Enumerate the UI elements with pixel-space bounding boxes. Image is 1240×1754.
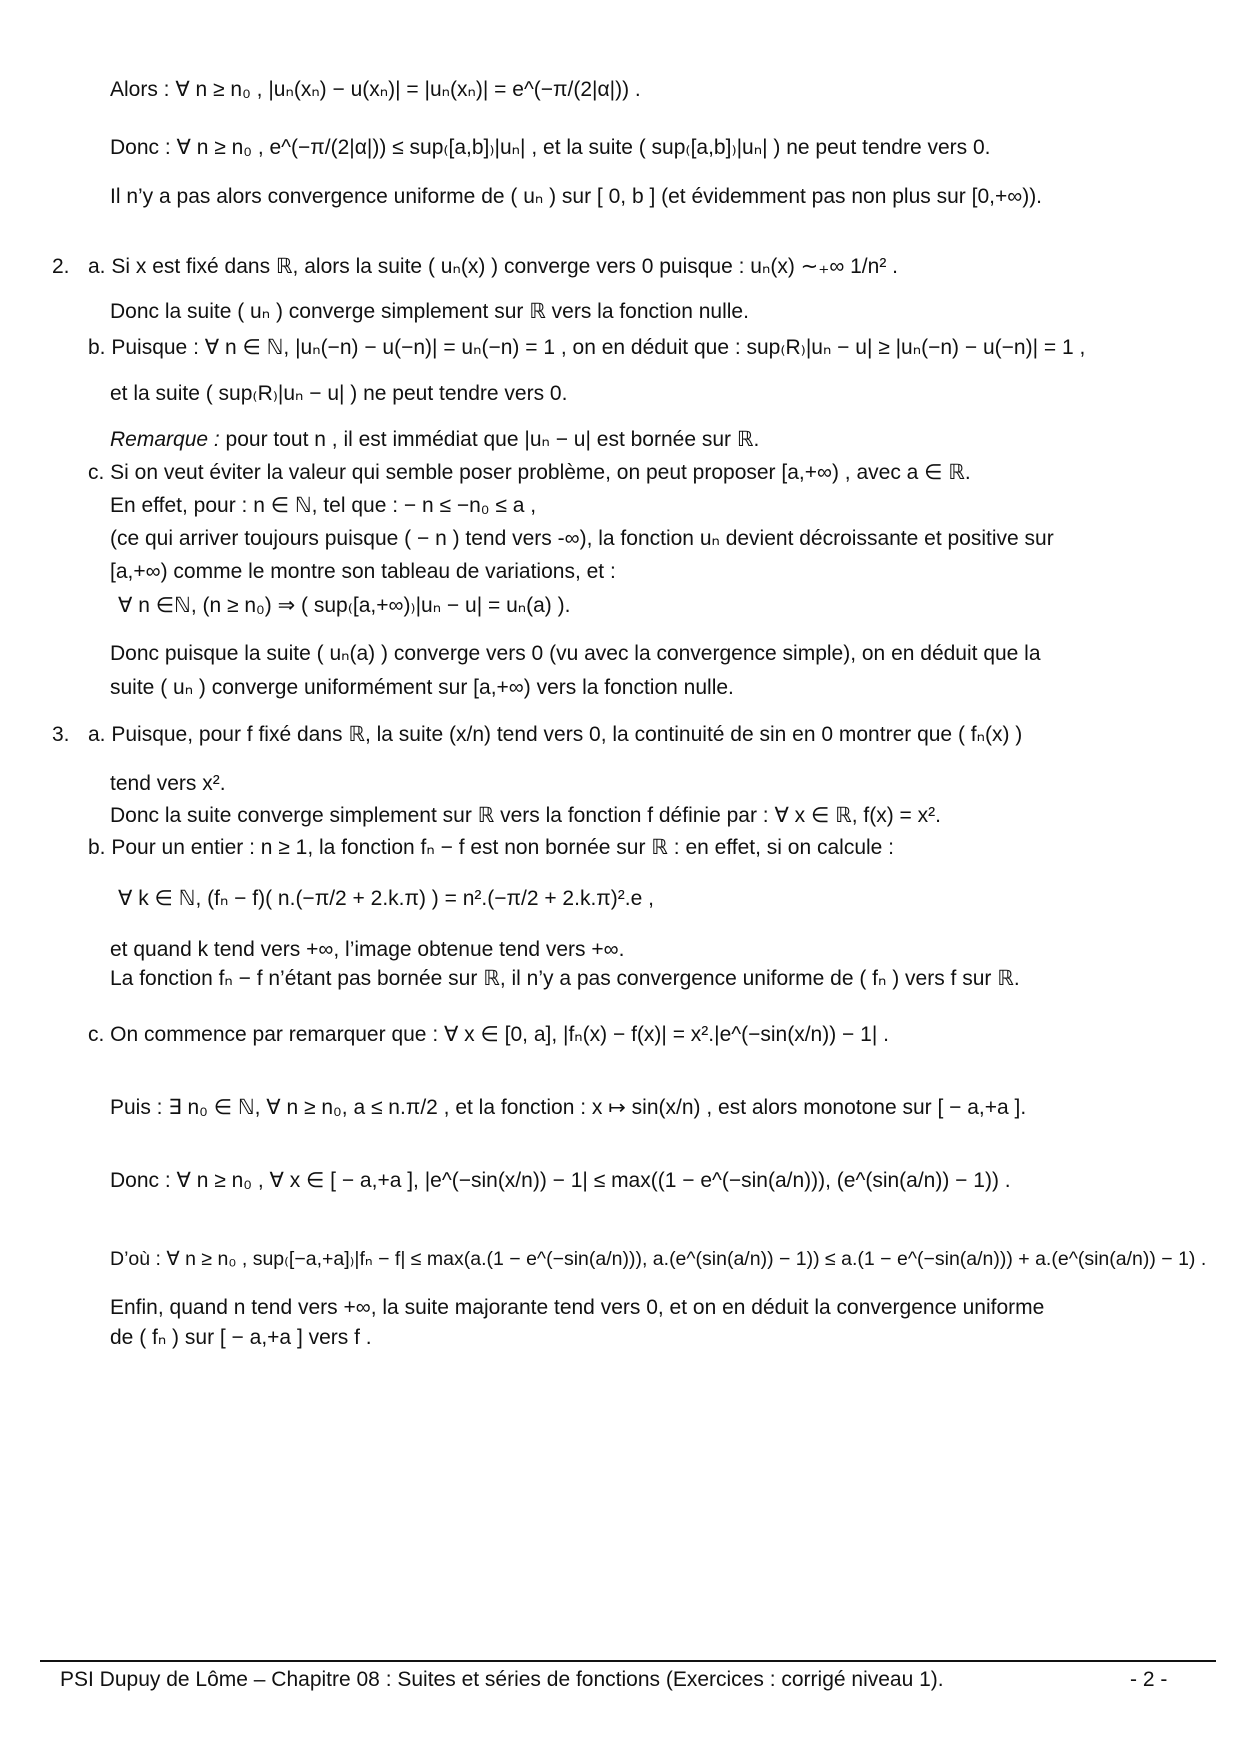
- remark-label: Remarque :: [110, 428, 220, 451]
- text-line: D’où : ∀ n ≥ n₀ , sup₍[−a,+a]₎|fₙ − f| ≤ max(a.(1 − e^(−sin(a/n))), a.(e^(sin(a/n)) − 1)) ≤ a.(1 − e^(−sin(a/n))) + a.(e^(sin(a/n)) − 1) .: [110, 1248, 1207, 1270]
- text-line: de ( fₙ ) sur [ − a,+a ] vers f .: [110, 1326, 372, 1349]
- text-line: Donc puisque la suite ( uₙ(a) ) converge vers 0 (vu avec la convergence simple), on en déduit que la: [110, 642, 1041, 665]
- text-line: Donc la suite converge simplement sur ℝ vers la fonction f définie par : ∀ x ∈ ℝ, f(x) = x².: [110, 804, 941, 827]
- remark-text: pour tout n , il est immédiat que |uₙ − u| est bornée sur ℝ.: [219, 428, 760, 451]
- text-line: [110, 426, 759, 454]
- text-line: Il n’y a pas alors convergence uniforme de ( uₙ ) sur [ 0, b ] (et évidemment pas non plus sur [0,+∞)).: [110, 185, 1043, 208]
- text-line: Enfin, quand n tend vers +∞, la suite majorante tend vers 0, et on en déduit la convergence uniforme: [110, 1296, 1045, 1319]
- text-line: a. Puisque, pour f fixé dans ℝ, la suite (x/n) tend vers 0, la continuité de sin en 0 montrer que ( fₙ(x) ): [88, 723, 1023, 746]
- text-line: [a,+∞) comme le montre son tableau de variations, et :: [110, 560, 616, 583]
- text-line: ∀ n ∈ℕ, (n ≥ n₀) ⇒ ( sup₍[a,+∞)₎|uₙ − u| = uₙ(a) ).: [118, 594, 571, 617]
- text-line: suite ( uₙ ) converge uniformément sur [a,+∞) vers la fonction nulle.: [110, 676, 734, 699]
- text-line: Puis : ∃ n₀ ∈ ℕ, ∀ n ≥ n₀, a ≤ n.π/2 , et la fonction : x ↦ sin(x/n) , est alors monotone sur [ − a,+a ].: [110, 1096, 1027, 1119]
- text-line: Donc : ∀ n ≥ n₀ , ∀ x ∈ [ − a,+a ], |e^(−sin(x/n)) − 1| ≤ max((1 − e^(−sin(a/n))), (e^(sin(a/n)) − 1)) .: [110, 1169, 1011, 1192]
- page-number: - 2 -: [1130, 1668, 1168, 1691]
- text-line: Donc la suite ( uₙ ) converge simplement sur ℝ vers la fonction nulle.: [110, 300, 749, 323]
- text-line: c. Si on veut éviter la valeur qui semble poser problème, on peut proposer [a,+∞) , avec a ∈ ℝ.: [88, 461, 971, 484]
- text-line: b. Pour un entier : n ≥ 1, la fonction fₙ − f est non bornée sur ℝ : en effet, si on calcule :: [88, 836, 895, 859]
- text-line: et la suite ( sup₍R₎|uₙ − u| ) ne peut tendre vers 0.: [110, 382, 568, 405]
- item-number: 2.: [52, 255, 70, 278]
- text-line: b. Puisque : ∀ n ∈ ℕ, |uₙ(−n) − u(−n)| = uₙ(−n) = 1 , on en déduit que : sup₍R₎|uₙ − u| ≥ |uₙ(−n) − u(−n)| = 1 ,: [88, 336, 1086, 359]
- text-line: Alors : ∀ n ≥ n₀ , |uₙ(xₙ) − u(xₙ)| = |uₙ(xₙ)| = e^(−π/(2|α|)) .: [110, 78, 641, 101]
- footer-rule: [40, 1660, 1216, 1662]
- item-number: 3.: [52, 723, 70, 746]
- text-line: En effet, pour : n ∈ ℕ, tel que : − n ≤ −n₀ ≤ a ,: [110, 494, 537, 517]
- text-line: a. Si x est fixé dans ℝ, alors la suite ( uₙ(x) ) converge vers 0 puisque : uₙ(x) ∼₊∞ 1/n² .: [88, 255, 898, 278]
- footer-text: PSI Dupuy de Lôme – Chapitre 08 : Suites et séries de fonctions (Exercices : corrigé niveau 1).: [60, 1668, 944, 1691]
- text-line: c. On commence par remarquer que : ∀ x ∈ [0, a], |fₙ(x) − f(x)| = x².|e^(−sin(x/n)) − 1| .: [88, 1023, 889, 1046]
- text-line: tend vers x².: [110, 772, 226, 795]
- text-line: La fonction fₙ − f n’étant pas bornée sur ℝ, il n’y a pas convergence uniforme de ( fₙ ) vers f sur ℝ.: [110, 967, 1020, 990]
- formula-line: ∀ k ∈ ℕ, (fₙ − f)( n.(−π/2 + 2.k.π) ) = n².(−π/2 + 2.k.π)².e ,: [118, 887, 654, 910]
- text-line: Donc : ∀ n ≥ n₀ , e^(−π/(2|α|)) ≤ sup₍[a,b]₎|uₙ| , et la suite ( sup₍[a,b]₎|uₙ| ) ne peut tendre vers 0.: [110, 136, 991, 159]
- text-line: et quand k tend vers +∞, l’image obtenue tend vers +∞.: [110, 938, 625, 961]
- text-line: (ce qui arriver toujours puisque ( − n ) tend vers -∞), la fonction uₙ devient décroissante et positive sur: [110, 527, 1054, 550]
